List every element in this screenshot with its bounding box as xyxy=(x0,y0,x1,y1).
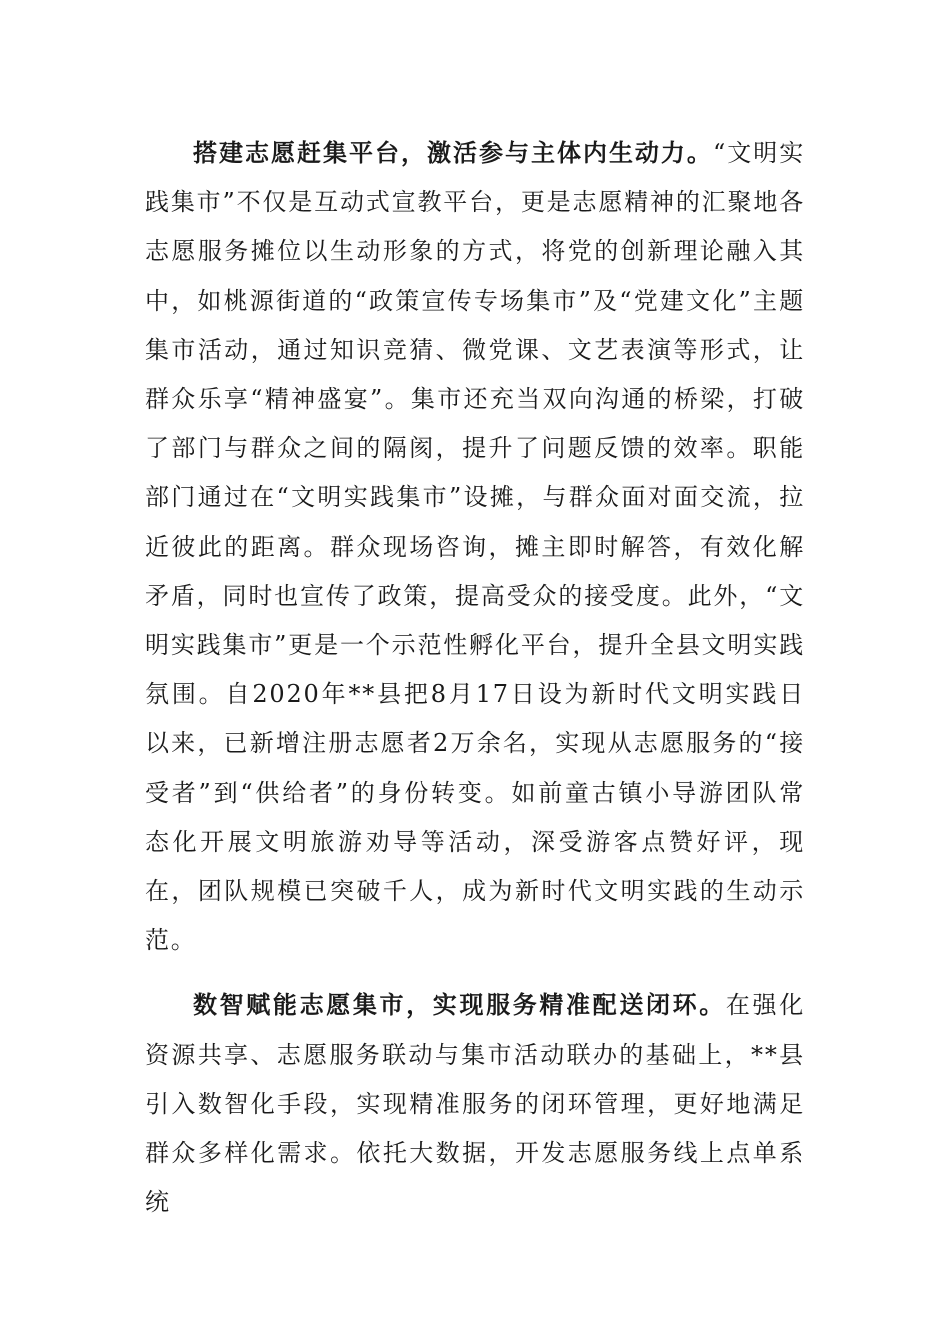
paragraph-lead-heading: 搭建志愿赶集平台，激活参与主体内生动力。 xyxy=(193,139,713,167)
paragraph-digital-empowerment xyxy=(145,981,805,1227)
paragraph-volunteer-market-platform xyxy=(145,129,805,965)
document-body xyxy=(145,129,805,1227)
paragraph-body-text: “文明实践集市”不仅是互动式宣教平台，更是志愿精神的汇聚地各志愿服务摊位以生动形象的方式，将党的创新理论融入其中，如桃源街道的“政策宣传专场集市”及“党建文化”主题集市活动，通过知识竞猜、微党课、文艺表演等形式，让群众乐享“精神盛宴”。集市还充当双向沟通的桥梁，打破了部门与群众之间的隔阂，提升了问题反馈的效率。职能部门通过在“文明实践集市”设摊，与群众面对面交流，拉近彼此的距离。群众现场咨询，摊主即时解答，有效化解矛盾，同时也宣传了政策，提高受众的接受度。此外，“文明实践集市”更是一个示范性孵化平台，提升全县文明实践氛围。自2020年**县把8月17日设为新时代文明实践日以来，已新增注册志愿者2万余名，实现从志愿服务的“接受者”到“供给者”的身份转变。如前童古镇小导游团队常态化开展文明旅游劝导等活动，深受游客点赞好评，现在，团队规模已突破千人，成为新时代文明实践的生动示范。 xyxy=(145,139,805,955)
paragraph-lead-heading: 数智赋能志愿集市，实现服务精准配送闭环。 xyxy=(193,991,726,1020)
paragraph-body-text: 在强化资源共享、志愿服务联动与集市活动联办的基础上，**县引入数智化手段，实现精准服务的闭环管理，更好地满足群众多样化需求。依托大数据，开发志愿服务线上点单系统 xyxy=(145,991,805,1217)
